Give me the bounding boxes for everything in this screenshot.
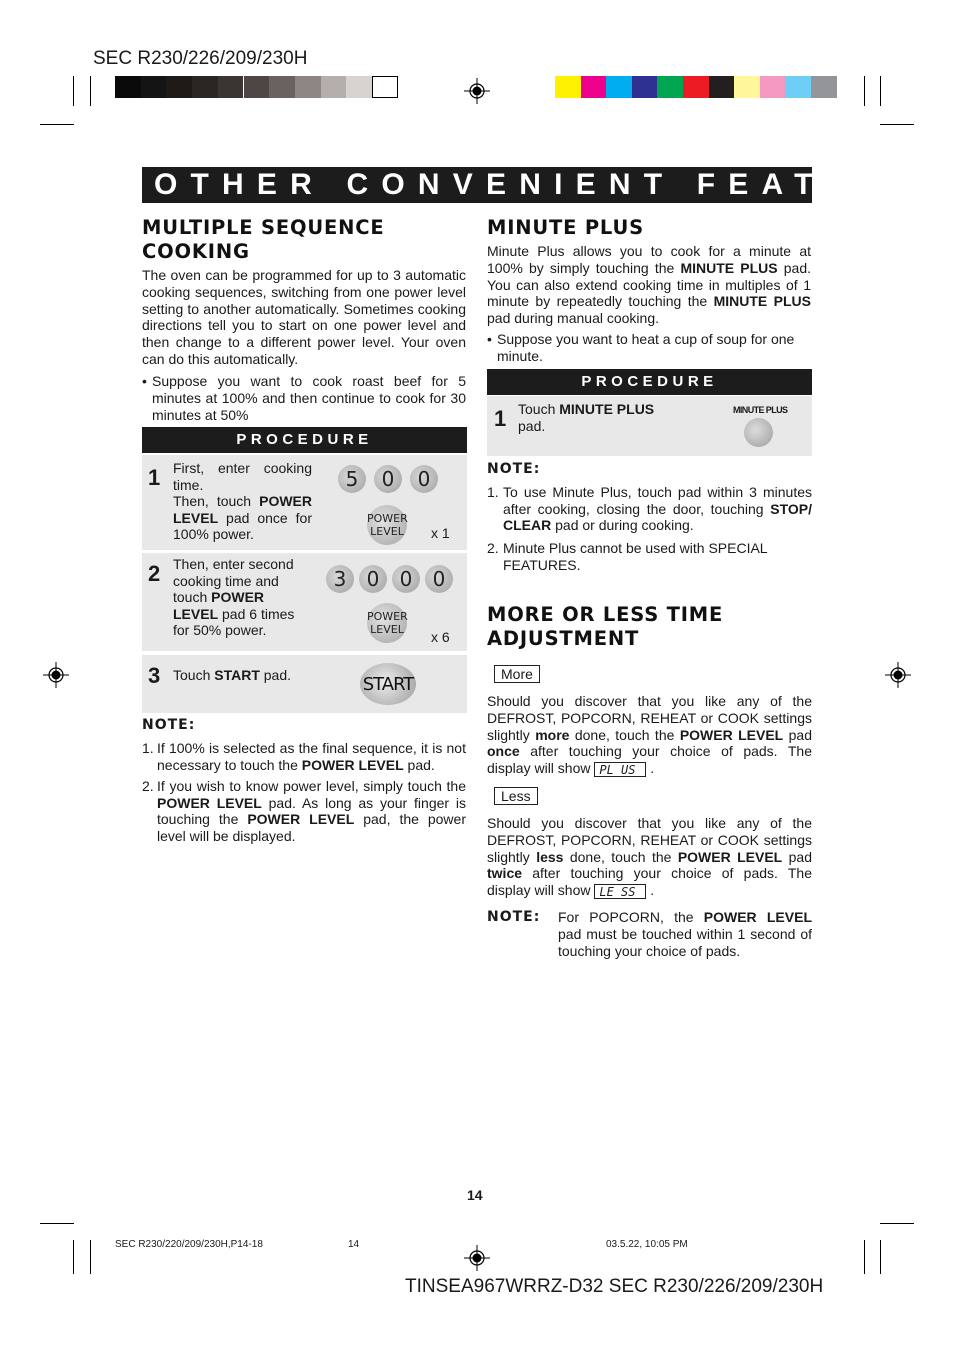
digit-5-pad[interactable]: 5 xyxy=(338,465,366,493)
step-number: 2 xyxy=(148,561,161,586)
note-heading-popcorn: NOTE: xyxy=(487,909,541,925)
crop-mark xyxy=(864,1240,865,1274)
press-count: x 1 xyxy=(431,525,450,541)
more-paragraph: Should you discover that you like any of the DEFROST, POPCORN, REHEAT or COOK settings slightly more done, touch the POWER LEVEL pad once after touching your choice of pads. The display will show PL US . xyxy=(487,693,812,777)
color-swatch xyxy=(683,76,709,98)
color-swatch xyxy=(606,76,632,98)
procedure-bar-left: PROCEDURE xyxy=(142,427,467,453)
footer-file-page: 14 xyxy=(348,1239,360,1250)
crop-mark xyxy=(40,1223,74,1224)
crop-mark xyxy=(90,76,91,106)
section-heading-more-less: MORE OR LESS TIME ADJUSTMENT xyxy=(487,603,724,650)
crop-mark xyxy=(90,1240,91,1274)
crop-mark xyxy=(73,76,74,106)
gray-swatch xyxy=(115,76,141,98)
step-number: 1 xyxy=(494,406,507,431)
model-header-bottom: TINSEA967WRRZ-D32 SEC R230/226/209/230H xyxy=(405,1276,824,1297)
color-swatch xyxy=(632,76,658,98)
color-swatch xyxy=(657,76,683,98)
press-count: x 6 xyxy=(431,629,450,645)
crop-mark xyxy=(880,124,914,125)
gray-swatch xyxy=(269,76,295,98)
minute-plus-step-1 xyxy=(487,396,812,456)
digit-0-pad[interactable]: 0 xyxy=(425,565,453,593)
color-swatch xyxy=(709,76,735,98)
color-swatch xyxy=(760,76,786,98)
footer-timestamp: 03.5.22, 10:05 PM xyxy=(606,1239,688,1250)
less-paragraph: Should you discover that you like any of the DEFROST, POPCORN, REHEAT or COOK settings slightly less done, touch the POWER LEVEL pad twice after touching your choice of pads. The display will show LE SS . xyxy=(487,815,812,899)
gray-swatch xyxy=(244,76,270,98)
less-label: Less xyxy=(494,787,538,805)
crop-mark xyxy=(73,1240,74,1274)
step-text: Then, enter second cooking time and touch POWER LEVEL pad 6 times for 50% power. xyxy=(173,556,295,639)
note-item: 1. If 100% is selected as the final sequence, it is not necessary to touch the POWER LEVEL pad. xyxy=(142,740,466,773)
color-swatch xyxy=(555,76,581,98)
registration-mark-icon xyxy=(464,1245,490,1271)
footer-file-name: SEC R230/220/209/230H,P14-18 xyxy=(115,1239,263,1250)
procedure-bar-right: PROCEDURE xyxy=(487,369,812,395)
crop-mark xyxy=(880,76,881,106)
crop-mark xyxy=(864,76,865,106)
color-swatch xyxy=(734,76,760,98)
gray-swatch xyxy=(372,76,398,98)
lcd-display-plus: PL US xyxy=(594,762,646,777)
gray-swatch xyxy=(295,76,321,98)
minute-plus-pad[interactable] xyxy=(744,418,773,447)
color-swatch xyxy=(581,76,607,98)
step-text: Touch START pad. xyxy=(173,667,292,683)
procedure-step-3 xyxy=(142,655,467,713)
more-label: More xyxy=(494,665,540,683)
note-heading-right: NOTE: xyxy=(487,461,541,477)
digit-0-pad[interactable]: 0 xyxy=(392,565,420,593)
procedure-step-1 xyxy=(142,455,467,550)
step-number: 1 xyxy=(148,465,161,490)
start-pad[interactable]: START xyxy=(360,663,416,705)
registration-mark-icon xyxy=(464,78,490,104)
color-swatch xyxy=(785,76,811,98)
multiple-sequence-bullet: • Suppose you want to cook roast beef for 5 minutes at 100% and then continue to cook for 30 minutes at 50% xyxy=(142,373,466,423)
gray-swatch xyxy=(192,76,218,98)
model-header-top: SEC R230/226/209/230H xyxy=(93,48,308,69)
color-swatch xyxy=(811,76,837,98)
digit-0-pad[interactable]: 0 xyxy=(374,465,402,493)
step-number: 3 xyxy=(148,663,161,688)
step-text: First, enter cooking time. Then, touch POWER LEVEL pad once for 100% power. xyxy=(173,460,312,543)
digit-3-pad[interactable]: 3 xyxy=(326,565,354,593)
procedure-step-2 xyxy=(142,553,467,651)
minute-plus-intro: Minute Plus allows you to cook for a minute at 100% by simply touching the MINUTE PLUS pad. You can also extend cooking time in multiples of 1 minute by repeatedly touching the MINUTE PLUS pad during manual cooking. xyxy=(487,243,811,327)
gray-swatch xyxy=(321,76,347,98)
digit-0-pad[interactable]: 0 xyxy=(359,565,387,593)
step-text: Touch MINUTE PLUS pad. xyxy=(518,401,655,434)
minute-plus-pad-label: MINUTE PLUS xyxy=(733,405,788,415)
registration-mark-icon xyxy=(43,662,69,688)
registration-mark-icon xyxy=(885,662,911,688)
note-item: 2. Minute Plus cannot be used with SPECIAL FEATURES. xyxy=(487,540,768,573)
note-item: 2. If you wish to know power level, simply touch the POWER LEVEL pad. As long as your finger is touching the POWER LEVEL pad, the power level will be displayed. xyxy=(142,778,466,844)
section-heading-multiple-sequence: MULTIPLE SEQUENCE COOKING xyxy=(142,216,385,263)
section-heading-minute-plus: MINUTE PLUS xyxy=(487,216,644,239)
power-level-pad[interactable]: POWER LEVEL xyxy=(367,603,407,643)
multiple-sequence-intro: The oven can be programmed for up to 3 automatic cooking sequences, switching from one power level setting to another automatically. Sometimes cooking directions tell you to start on one power level and then change to a different power level. Your oven can do this automatically. xyxy=(142,267,466,367)
gray-swatch xyxy=(346,76,372,98)
power-level-pad[interactable]: POWER LEVEL xyxy=(367,505,407,545)
note-item: 1. To use Minute Plus, touch pad within 3 minutes after cooking, closing the door, touching STOP/ CLEAR pad or during cooking. xyxy=(487,484,812,534)
page-title: OTHER CONVENIENT FEATURES xyxy=(142,167,812,203)
popcorn-note: For POPCORN, the POWER LEVEL pad must be touched within 1 second of touching your choice of pads. xyxy=(558,909,812,959)
crop-mark xyxy=(880,1223,914,1224)
digit-0-pad[interactable]: 0 xyxy=(410,465,438,493)
gray-swatch xyxy=(218,76,244,98)
crop-mark xyxy=(40,124,74,125)
crop-mark xyxy=(880,1240,881,1274)
lcd-display-less: LE SS xyxy=(594,884,646,899)
gray-swatch xyxy=(141,76,167,98)
minute-plus-bullet: • Suppose you want to heat a cup of soup for one minute. xyxy=(487,331,795,364)
gray-swatch xyxy=(166,76,192,98)
note-heading-left: NOTE: xyxy=(142,717,196,733)
page-number: 14 xyxy=(467,1187,483,1203)
